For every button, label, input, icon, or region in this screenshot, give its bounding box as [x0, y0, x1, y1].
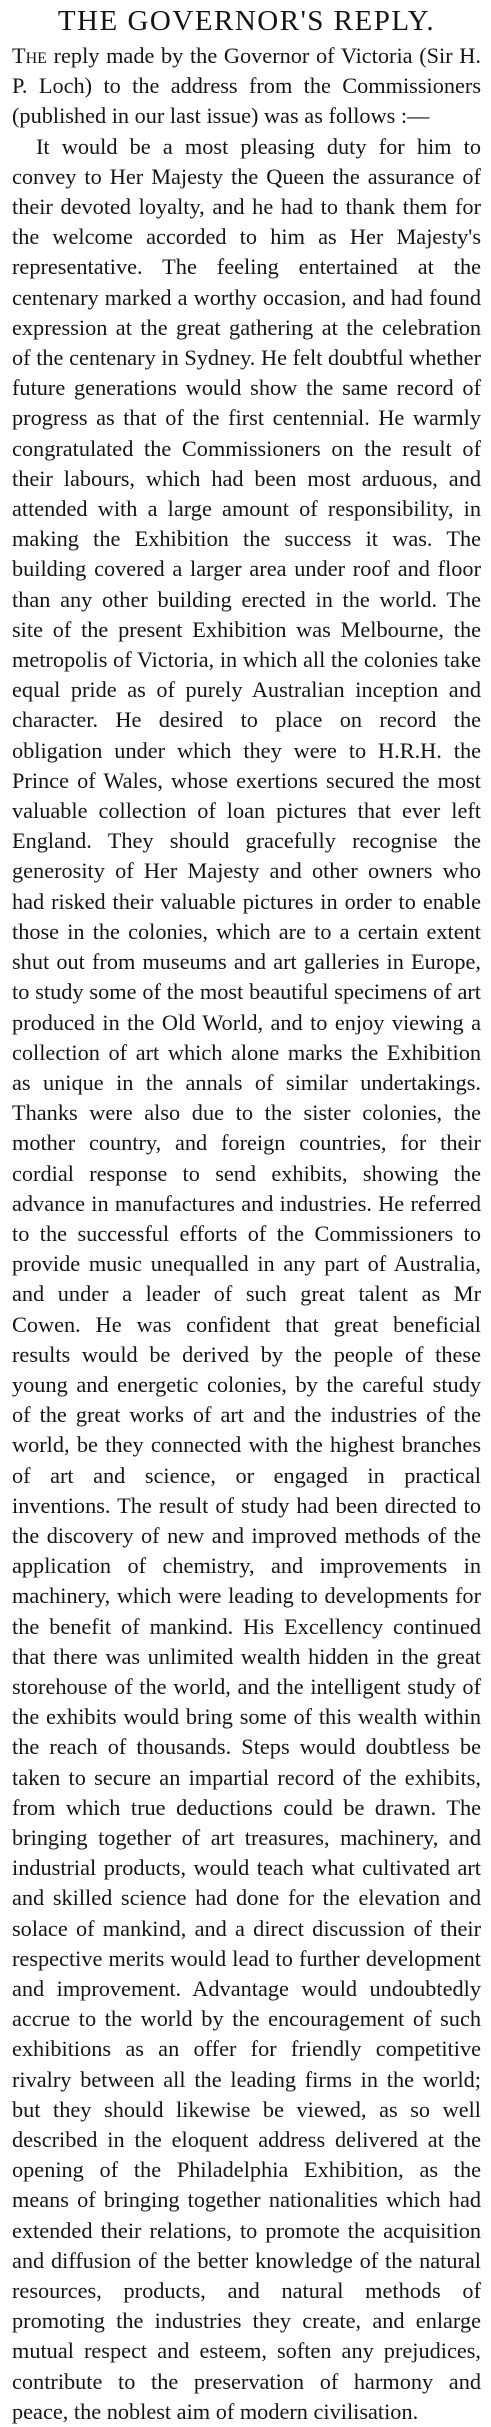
body-paragraph: It would be a most pleasing duty for him to convey to Her Majesty the Queen the assurance of their devoted loyalty, and he had to thank them for the welcome accorded to him as Her Majesty's representative. The feeling entertained at the centenary marked a worthy occasion, and had found expression at the great gathering at the celebration of the centenary in Sydney. He felt doubtful whether future generations would show the same record of progress as that of the first centennial. He warmly congratulated the Commissioners on the result of their labours, which had been most arduous, and attended with a large amount of responsibility, in making the Exhibition the success it was. The building covered a larger area under roof and floor than any other building erected in the world. The site of the present Exhibition was Melbourne, the metropolis of Victoria, in which all the colonies take equal pride as of purely Australian inception and character. He desired to place on record the obligation under which they were to H.R.H. the Prince of Wales, whose exertions secured the most valuable collection of loan pictures that ever left England. They should gracefully recognise the generosity of Her Majesty and other owners who had risked their valuable pictures in order to enable those in the colonies, which are to a certain extent shut out from museums and art galleries in Europe, to study some of the most beautiful specimens of art produced in the Old World, and to enjoy viewing a collection of art which alone marks the Exhibition as unique in the annals of similar undertakings. Thanks were also due to the sister colonies, the mother country, and foreign countries, for their cordial response to send exhibits, showing the advance in manufactures and industries. He referred to the successful efforts of the Commissioners to provide music unequalled in any part of Australia, and under a leader of such great talent as Mr Cowen. He was confident that great beneficial results would be derived by the people of these young and energetic colonies, by the careful study of the great works of art and the industries of the world, be they connected with the highest branches of art and science, or engaged in practical inventions. The result of study had been directed to the discovery of new and improved methods of the application of chemistry, and improvements in machinery, which were leading to developments for the benefit of mankind. His Excellency continued that there was unlimited wealth hidden in the great storehouse of the world, and the intelligent study of the exhibits would bring some of this wealth within the reach of thousands. Steps would doubtless be taken to secure an impartial record of the exhibits, from which true deductions could be drawn. The bringing together of art treasures, machinery, and industrial products, would teach what cultivated art and skilled science had done for the elevation and solace of mankind, and a direct discussion of their respective merits would lead to further development and improvement. Advantage would undoubtedly accrue to the world by the encouragement of such exhibitions as an offer for friendly competitive rivalry between all the leading firms in the world; but they should likewise be viewed, as so well described in the eloquent address delivered at the opening of the Philadelphia Exhibition, as the means of bringing together nationalities which had extended their relations, to promote the acquisition and diffusion of the better knowledge of the natural resources, products, and natural methods of promoting the industries they create, and enlarge mutual respect and esteem, soften any prejudices, contribute to the preservation of harmony and peace, the noblest aim of modern civilisation.: [12, 133, 481, 2424]
intro-text: reply made by the Governor of Victoria (Sir H. P. Loch) to the address from the Commissioners (published in our last issue) was as follows :—: [12, 43, 481, 129]
intro-paragraph: [12, 41, 481, 132]
article-title: THE GOVERNOR'S REPLY.: [57, 5, 436, 37]
intro-lead-word: The: [12, 43, 47, 68]
